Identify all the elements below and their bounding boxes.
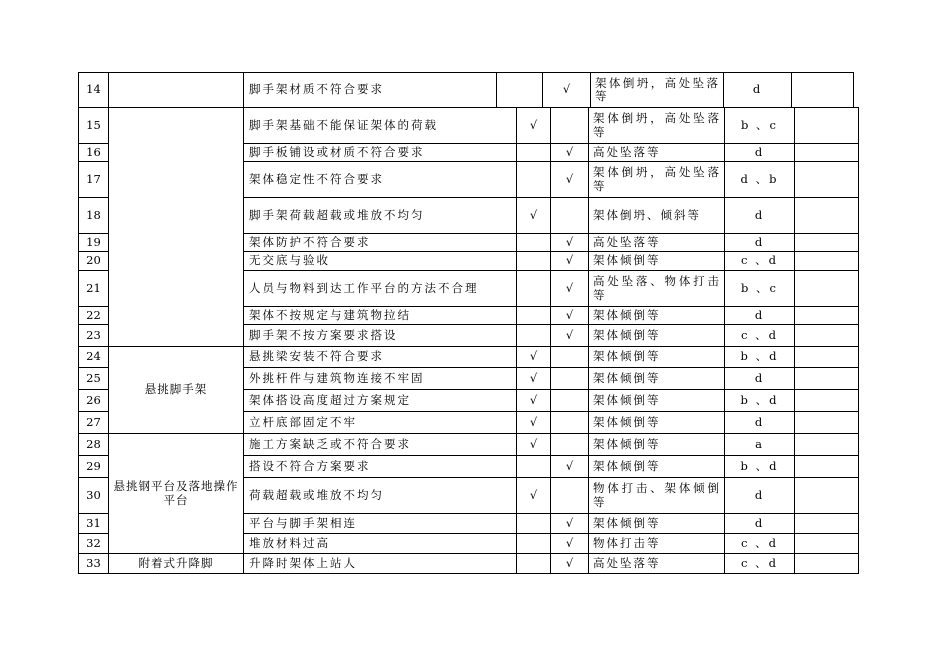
level-cell: d [725,198,795,234]
level-cell: b 、c [725,271,795,307]
hazard-description: 架体防护不符合要求 [244,234,517,252]
level-cell: b 、d [725,347,795,368]
hazard-description: 施工方案缺乏或不符合要求 [244,434,517,456]
hazard-description: 架体不按规定与建筑物拉结 [244,307,517,325]
consequence-cell: 高处坠落等 [589,144,725,162]
level-cell: b 、d [725,390,795,412]
level-cell: d [724,73,792,108]
row-number: 19 [79,234,109,252]
check-cell-1 [517,252,551,271]
extra-cell [795,514,859,534]
row-number: 18 [79,198,109,234]
consequence-cell: 架体倾倒等 [589,325,725,347]
extra-cell [795,325,859,347]
row-number: 27 [79,412,109,434]
row-number: 14 [79,73,109,108]
category-cell: 附着式升降脚 [109,554,244,574]
check-cell-2: √ [551,162,589,198]
row-number: 32 [79,534,109,554]
hazard-description: 悬挑梁安装不符合要求 [244,347,517,368]
category-cell [109,73,244,108]
hazard-description: 脚手架不按方案要求搭设 [244,325,517,347]
row-number: 21 [79,271,109,307]
row-number: 24 [79,347,109,368]
consequence-cell: 架体倾倒等 [589,456,725,478]
row-number: 15 [79,108,109,144]
check-cell-2: √ [551,534,589,554]
check-cell-1 [517,456,551,478]
check-cell-1: √ [517,434,551,456]
check-cell-2 [551,412,589,434]
check-cell-1 [517,534,551,554]
hazard-description: 升降时架体上站人 [244,554,517,574]
check-cell-1 [517,514,551,534]
check-cell-2: √ [551,456,589,478]
hazard-table [78,107,859,574]
extra-cell [795,108,859,144]
level-cell: b 、c [725,108,795,144]
check-cell-1 [517,234,551,252]
row-number: 23 [79,325,109,347]
table-row [79,434,859,456]
consequence-cell: 架体倒坍、倾斜等 [589,198,725,234]
consequence-cell: 架体倒坍，高处坠落等 [589,162,725,198]
check-cell-2: √ [543,73,591,108]
row-number: 22 [79,307,109,325]
extra-cell [795,434,859,456]
extra-cell [795,162,859,198]
level-cell: c 、d [725,252,795,271]
consequence-cell: 物体打击、架体倾倒等 [589,478,725,514]
hazard-description: 堆放材料过高 [244,534,517,554]
level-cell: c 、d [725,534,795,554]
row-number: 30 [79,478,109,514]
row-number: 31 [79,514,109,534]
consequence-cell: 架体倒坍，高处坠落等 [589,108,725,144]
category-cell [109,108,244,347]
row-number: 28 [79,434,109,456]
table-row [79,554,859,574]
hazard-description: 搭设不符合方案要求 [244,456,517,478]
consequence-cell: 架体倾倒等 [589,347,725,368]
extra-cell [795,554,859,574]
check-cell-1 [517,307,551,325]
level-cell: d [725,478,795,514]
extra-cell [795,456,859,478]
table-row [79,73,854,108]
consequence-cell: 架体倒坍，高处坠落等 [591,73,724,108]
level-cell: d [725,412,795,434]
extra-cell [795,271,859,307]
check-cell-1: √ [517,347,551,368]
check-cell-1: √ [517,108,551,144]
check-cell-2 [551,478,589,514]
consequence-cell: 架体倾倒等 [589,252,725,271]
check-cell-2 [551,368,589,390]
hazard-description: 脚手架材质不符合要求 [244,73,497,108]
hazard-description: 脚手架基础不能保证架体的荷载 [244,108,517,144]
consequence-cell: 架体倾倒等 [589,368,725,390]
level-cell: d [725,368,795,390]
row-number: 25 [79,368,109,390]
check-cell-1: √ [517,412,551,434]
consequence-cell: 架体倾倒等 [589,514,725,534]
extra-cell [795,390,859,412]
check-cell-2 [551,434,589,456]
hazard-description: 荷载超载或堆放不均匀 [244,478,517,514]
level-cell: d [725,307,795,325]
level-cell: d 、b [725,162,795,198]
hazard-description: 无交底与验收 [244,252,517,271]
extra-cell [795,412,859,434]
category-cell: 悬挑脚手架 [109,347,244,434]
extra-cell [795,368,859,390]
consequence-cell: 架体倾倒等 [589,434,725,456]
consequence-cell: 架体倾倒等 [589,412,725,434]
consequence-cell: 高处坠落等 [589,234,725,252]
consequence-cell: 高处坠落等 [589,554,725,574]
check-cell-1: √ [517,478,551,514]
check-cell-2: √ [551,234,589,252]
check-cell-2: √ [551,271,589,307]
extra-cell [795,144,859,162]
check-cell-1 [517,554,551,574]
check-cell-1: √ [517,390,551,412]
hazard-description: 平台与脚手架相连 [244,514,517,534]
level-cell: c 、d [725,325,795,347]
check-cell-1: √ [517,198,551,234]
check-cell-1: √ [517,368,551,390]
level-cell: d [725,514,795,534]
extra-cell [795,198,859,234]
consequence-cell: 架体倾倒等 [589,390,725,412]
check-cell-2: √ [551,144,589,162]
check-cell-2: √ [551,514,589,534]
category-cell: 悬挑钢平台及落地操作平台 [109,434,244,554]
hazard-table-row-14 [78,72,854,108]
check-cell-1 [517,144,551,162]
row-number: 26 [79,390,109,412]
extra-cell [792,73,854,108]
row-number: 20 [79,252,109,271]
extra-cell [795,234,859,252]
consequence-cell: 高处坠落、物体打击等 [589,271,725,307]
hazard-description: 架体稳定性不符合要求 [244,162,517,198]
hazard-description: 架体搭设高度超过方案规定 [244,390,517,412]
check-cell-2: √ [551,307,589,325]
check-cell-2 [551,198,589,234]
extra-cell [795,478,859,514]
check-cell-2 [551,347,589,368]
level-cell: a [725,434,795,456]
hazard-description: 人员与物料到达工作平台的方法不合理 [244,271,517,307]
consequence-cell: 物体打击等 [589,534,725,554]
extra-cell [795,252,859,271]
level-cell: c 、d [725,554,795,574]
check-cell-2 [551,108,589,144]
row-number: 29 [79,456,109,478]
row-number: 16 [79,144,109,162]
extra-cell [795,307,859,325]
hazard-description: 脚手架荷载超载或堆放不均匀 [244,198,517,234]
check-cell-2 [551,390,589,412]
row-number: 33 [79,554,109,574]
check-cell-1 [517,162,551,198]
hazard-description: 立杆底部固定不牢 [244,412,517,434]
check-cell-1 [497,73,543,108]
hazard-description: 脚手板铺设或材质不符合要求 [244,144,517,162]
check-cell-2: √ [551,252,589,271]
check-cell-1 [517,271,551,307]
consequence-cell: 架体倾倒等 [589,307,725,325]
extra-cell [795,347,859,368]
extra-cell [795,534,859,554]
table-row [79,108,859,144]
row-number: 17 [79,162,109,198]
level-cell: d [725,144,795,162]
check-cell-1 [517,325,551,347]
check-cell-2: √ [551,325,589,347]
check-cell-2: √ [551,554,589,574]
level-cell: d [725,234,795,252]
hazard-description: 外挑杆件与建筑物连接不牢固 [244,368,517,390]
table-row [79,347,859,368]
level-cell: b 、d [725,456,795,478]
